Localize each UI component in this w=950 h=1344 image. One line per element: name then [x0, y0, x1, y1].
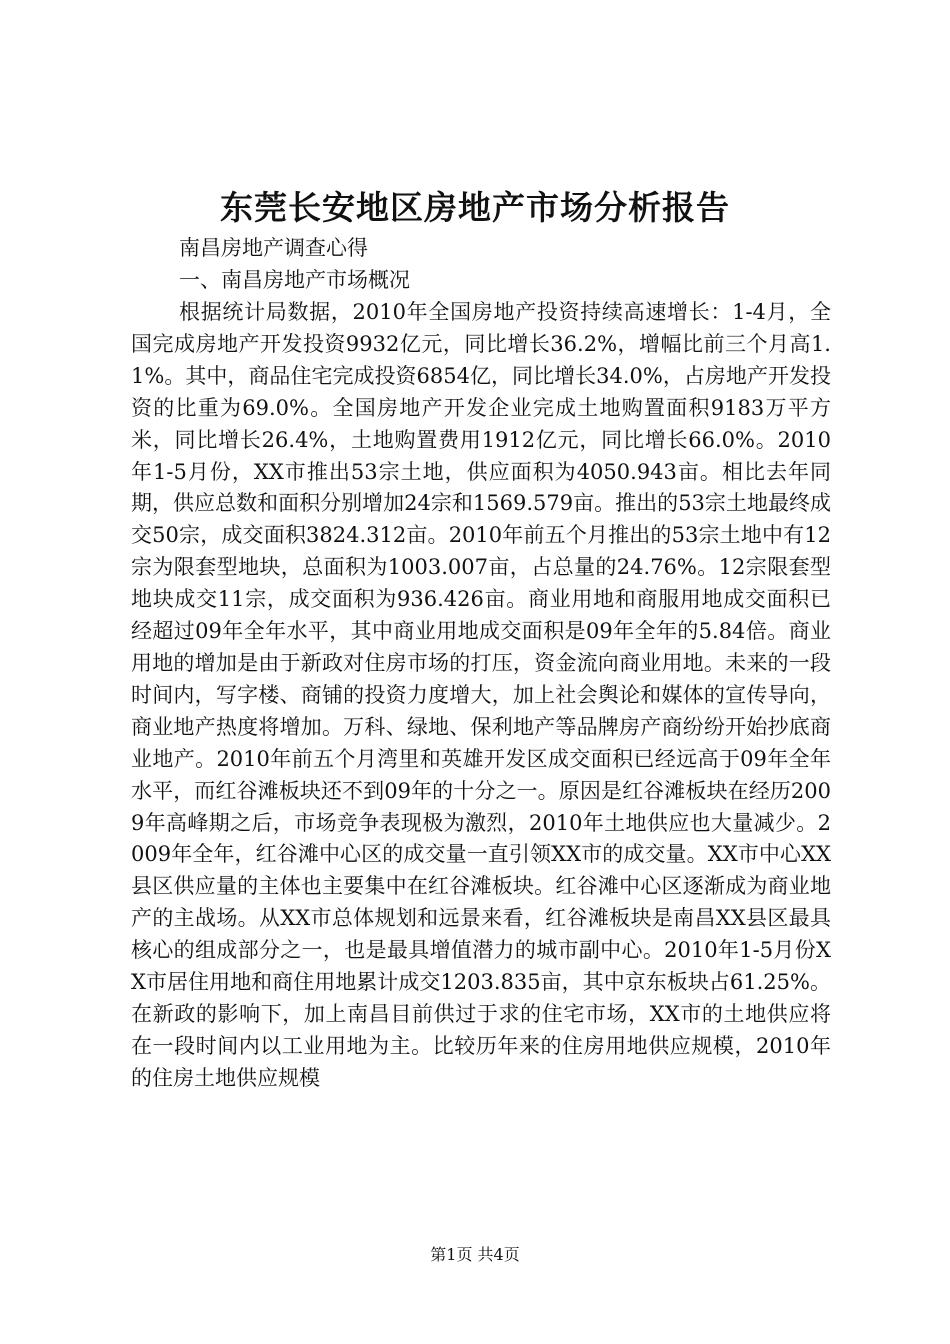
document-subtitle: 南昌房地产调查心得 [179, 236, 368, 260]
document-title: 东莞长安地区房地产市场分析报告 [220, 188, 730, 227]
section-heading: 一、南昌房地产市场概况 [179, 268, 410, 292]
body-paragraph: 根据统计局数据，2010年全国房地产投资持续高速增长：1-4月，全国完成房地产开发投资9932亿元，同比增长36.2%，增幅比前三个月高1.1%。其中，商品住宅完成投资6854亿，同比增长34.0%，占房地产开发投资的比重为69.0%。全国房地产开发企业完成土地购置面积9183万平方米，同比增长26.4%，土地购置费用1912亿元，同比增长66.0%。2010年1-5月份，XX市推出53宗土地，供应面积为4050.943亩。相比去年同期，供应总数和面积分别增加24宗和1569.579亩。推出的53宗土地最终成交50宗，成交面积3824.312亩。2010年前五个月推出的53宗土地中有12宗为限套型地块，总面积为1003.007亩，占总量的24.76%。12宗限套型地块成交11宗，成交面积为936.426亩。商业用地和商服用地成交面积已经超过09年全年水平，其中商业用地成交面积是09年全年的5.84倍。商业用地的增加是由于新政对住房市场的打压，资金流向商业用地。未来的一段时间内，写字楼、商铺的投资力度增大，加上社会舆论和媒体的宣传导向，商业地产热度将增加。万科、绿地、保利地产等品牌房产商纷纷开始抄底商业地产。2010年前五个月湾里和英雄开发区成交面积已经远高于09年全年水平，而红谷滩板块还不到09年的十分之一。原因是红谷滩板块在经历2009年高峰期之后，市场竞争表现极为激烈，2010年土地供应也大量减少。2009年全年，红谷滩中心区的成交量一直引领XX市的成交量。XX市中心XX县区供应量的主体也主要集中在红谷滩板块。红谷滩中心区逐渐成为商业地产的主战场。从XX市总体规划和远景来看，红谷滩板块是南昌XX县区最具核心的组成部分之一，也是最具增值潜力的城市副中心。2010年1-5月份XX市居住用地和商住用地累计成交1203.835亩，其中京东板块占61.25%。在新政的影响下，加上南昌目前供过于求的住宅市场，XX市的土地供应将在一段时间内以工业用地为主。比较历年来的住房用地供应规模，2010年的住房土地供应规模 [131, 300, 831, 1090]
page-footer: 第1页 共4页 [430, 1245, 520, 1264]
